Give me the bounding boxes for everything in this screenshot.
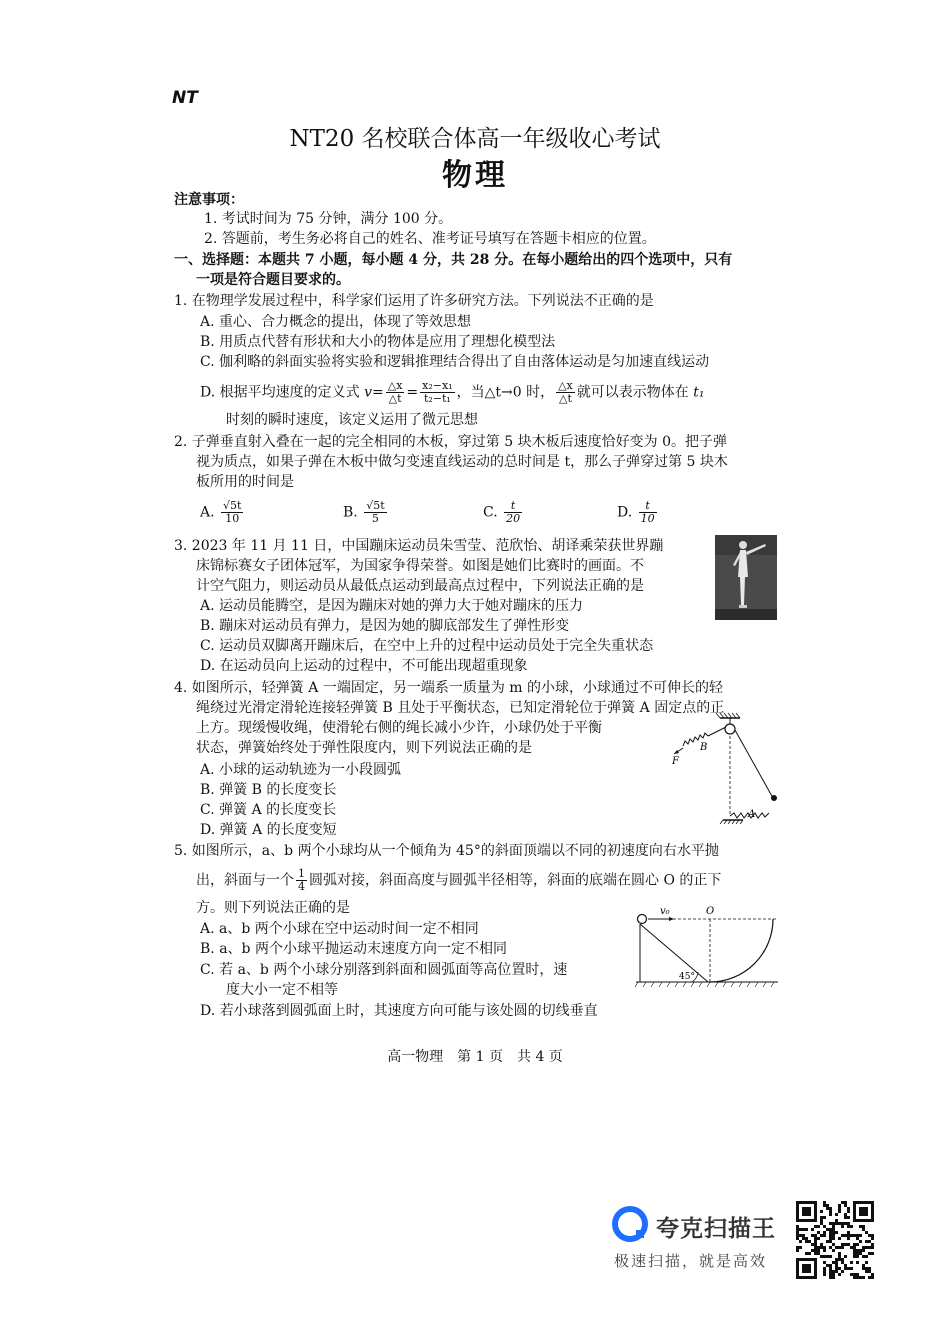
q1-d-t1: t₁ — [693, 384, 705, 401]
q5-option-c-line2: 度大小一定不相等 — [226, 982, 338, 998]
notice-item-1: 1. 考试时间为 75 分钟，满分 100 分。 — [204, 211, 453, 227]
logo: NT — [172, 88, 198, 108]
q4-option-c: C. 弹簧 A 的长度变长 — [200, 802, 337, 818]
q1-f3-num: △x — [558, 379, 573, 392]
q2-b-den: 5 — [371, 512, 379, 525]
q4-option-b: B. 弹簧 B 的长度变长 — [200, 782, 337, 798]
q4-label-a: A — [748, 809, 756, 820]
q5-stem-line3: 方。则下列说法正确的是 — [196, 900, 350, 916]
q4-label-f: F — [672, 756, 679, 767]
q1-f2-num: x₂−x₁ — [422, 379, 453, 392]
q3-option-c: C. 运动员双脚离开蹦床后，在空中上升的过程中运动员处于完全失重状态 — [200, 638, 654, 654]
q2-c-fraction — [504, 500, 522, 525]
q1-fraction-3 — [556, 380, 575, 405]
q2-d-label: D. — [617, 504, 633, 521]
q4-option-d: D. 弹簧 A 的长度变短 — [200, 822, 337, 838]
q2-b-fraction — [364, 500, 386, 525]
q1-d-post: 就可以表示物体在 — [576, 384, 689, 401]
q5-frac-den: 4 — [298, 880, 305, 893]
q4-option-a: A. 小球的运动轨迹为一小段圆弧 — [200, 762, 402, 778]
q1-d-mid: ，当△t→0 时， — [456, 384, 555, 401]
q4-stem-line2: 绳绕过光滑定滑轮连接轻弹簧 B 且处于平衡状态，已知定滑轮位于弹簧 A 固定点的正 — [196, 700, 725, 716]
q1-d-v: v — [364, 384, 373, 401]
q1-stem: 1. 在物理学发展过程中，科学家们运用了许多研究方法。下列说法不正确的是 — [174, 293, 654, 309]
q5-option-a: A. a、b 两个小球在空中运动时间一定不相同 — [200, 921, 479, 937]
q2-stem-line3: 板所用的时间是 — [196, 474, 294, 490]
section-heading-line2: 一项是符合题目要求的。 — [196, 272, 350, 288]
q1-fraction-2 — [420, 380, 454, 405]
scanner-brand-name: 夸克扫描王 — [656, 1216, 776, 1242]
q2-d-num: t — [639, 500, 657, 513]
q5-frac-num: 1 — [298, 867, 305, 880]
q4-figure — [668, 712, 788, 824]
q3-option-b: B. 蹦床对运动员有弹力，是因为她的脚底部发生了弹性形变 — [200, 618, 570, 634]
q2-option-a — [200, 500, 245, 525]
q5-label-o: O — [706, 906, 715, 917]
page-footer: 高一物理 第 1 页 共 4 页 — [387, 1049, 563, 1065]
subject-title: 物理 — [442, 158, 508, 193]
q3-option-a: A. 运动员能腾空，是因为蹦床对她的弹力大于她对蹦床的压力 — [200, 598, 584, 614]
q5-option-c: C. 若 a、b 两个小球分别落到斜面和圆弧面等高位置时，速 — [200, 962, 568, 978]
q3-stem-line2: 床锦标赛女子团体冠军，为国家争得荣誉。如图是她们比赛时的画面。不 — [196, 558, 644, 574]
q2-stem-line2: 视为质点，如果子弹在木板中做匀变速直线运动的总时间是 t，那么子弹穿过第 5 块木 — [196, 454, 728, 470]
q1-fraction-1 — [386, 380, 405, 405]
q4-stem-line3: 上方。现缓慢收绳，使滑轮右侧的绳长减小少许，小球仍处于平衡 — [196, 720, 602, 736]
q2-d-fraction — [639, 500, 657, 525]
q5-l2-post: 圆弧对接，斜面高度与圆弧半径相等，斜面的底端在圆心 O 的正下 — [309, 872, 722, 889]
q5-stem-line1: 5. 如图所示，a、b 两个小球均从一个倾角为 45°的斜面顶端以不同的初速度向右水平抛 — [174, 843, 719, 859]
q2-a-num: √5t — [223, 499, 242, 512]
q1-option-b: B. 用质点代替有形状和大小的物体是应用了理想化模型法 — [200, 334, 556, 350]
q1-f2-den: t₂−t₁ — [423, 392, 451, 405]
q1-f3-den: △t — [558, 392, 572, 405]
q2-c-num: t — [504, 500, 522, 513]
trampoline-photo — [715, 535, 777, 620]
q2-b-label: B. — [343, 504, 358, 521]
q5-label-v0: v₀ — [660, 906, 670, 917]
q5-option-d: D. 若小球落到圆弧面上时，其速度方向可能与该处圆的切线垂直 — [200, 1003, 598, 1019]
q2-a-den: 10 — [225, 512, 240, 525]
q3-option-d: D. 在运动员向上运动的过程中，不可能出现超重现象 — [200, 658, 528, 674]
section-heading: 一、选择题：本题共 7 小题，每小题 4 分，共 28 分。在每小题给出的四个选项中，只有 — [174, 252, 733, 268]
q4-stem-line1: 4. 如图所示，轻弹簧 A 一端固定，另一端系一质量为 m 的小球，小球通过不可伸长的轻 — [174, 680, 723, 696]
q4-stem-line4: 状态，弹簧始终处于弹性限度内，则下列说法正确的是 — [196, 740, 532, 756]
exam-title: NT20 名校联合体高一年级收心考试 — [289, 126, 661, 152]
q5-figure — [630, 900, 782, 992]
q2-option-b — [343, 500, 389, 525]
q1-option-c: C. 伽利略的斜面实验将实验和逻辑推理结合得出了自由落体运动是匀加速直线运动 — [200, 354, 710, 370]
scanner-slogan: 极速扫描，就是高效 — [614, 1252, 768, 1270]
q5-fraction — [296, 868, 307, 893]
q1-option-d-line2: 时刻的瞬时速度，该定义运用了微元思想 — [226, 412, 478, 428]
qr-code-icon — [796, 1201, 874, 1279]
q2-option-d — [617, 500, 659, 525]
q2-a-fraction — [221, 500, 243, 525]
notice-item-2: 2. 答题前，考生务必将自己的姓名、准考证号填写在答题卡相应的位置。 — [204, 231, 656, 247]
q4-label-b: B — [700, 742, 708, 753]
q1-option-d: D. 根据平均速度的定义式 v= $\frac{\triangle x}{\triangle t}$ = $\frac{\text{x₂−x₁}}{\text{t₂−t₁}}$ ，当△t→0 时， $\frac{\triangle x}{\triangle t}$ 就可以表示物体在 t₁ — [200, 379, 705, 405]
q1-d-eq: = — [372, 384, 384, 401]
q2-b-num: √5t — [366, 499, 385, 512]
q3-stem-line1: 3. 2023 年 11 月 11 日，中国蹦床运动员朱雪莹、范欣怡、胡译乘荣获世界蹦 — [174, 538, 664, 554]
q2-stem-line1: 2. 子弹垂直射入叠在一起的完全相同的木板，穿过第 5 块木板后速度恰好变为 0。把子弹 — [174, 434, 727, 450]
notice-heading: 注意事项： — [174, 192, 244, 208]
q2-c-label: C. — [483, 504, 498, 521]
q3-stem-line3: 计空气阻力，则运动员从最低点运动到最高点过程中，下列说法正确的是 — [196, 578, 644, 594]
q1-option-a: A. 重心、合力概念的提出，体现了等效思想 — [200, 314, 472, 330]
q5-label-angle: 45° — [679, 972, 695, 982]
q1-f1-den: △t — [388, 392, 402, 405]
q2-a-label: A. — [200, 504, 215, 521]
q5-l2-pre: 出，斜面与一个 — [196, 872, 294, 889]
q2-d-den: 10 — [640, 512, 655, 525]
q5-stem-line2 — [196, 868, 721, 893]
scanner-brand — [612, 1206, 792, 1240]
q2-c-den: 20 — [506, 512, 521, 525]
q1-d-prefix: D. 根据平均速度的定义式 — [200, 384, 360, 401]
q1-f1-num: △x — [387, 379, 403, 392]
q2-option-c — [483, 500, 524, 525]
q5-option-b: B. a、b 两个小球平抛运动末速度方向一定不相同 — [200, 941, 507, 957]
scanner-logo-icon — [612, 1206, 648, 1242]
